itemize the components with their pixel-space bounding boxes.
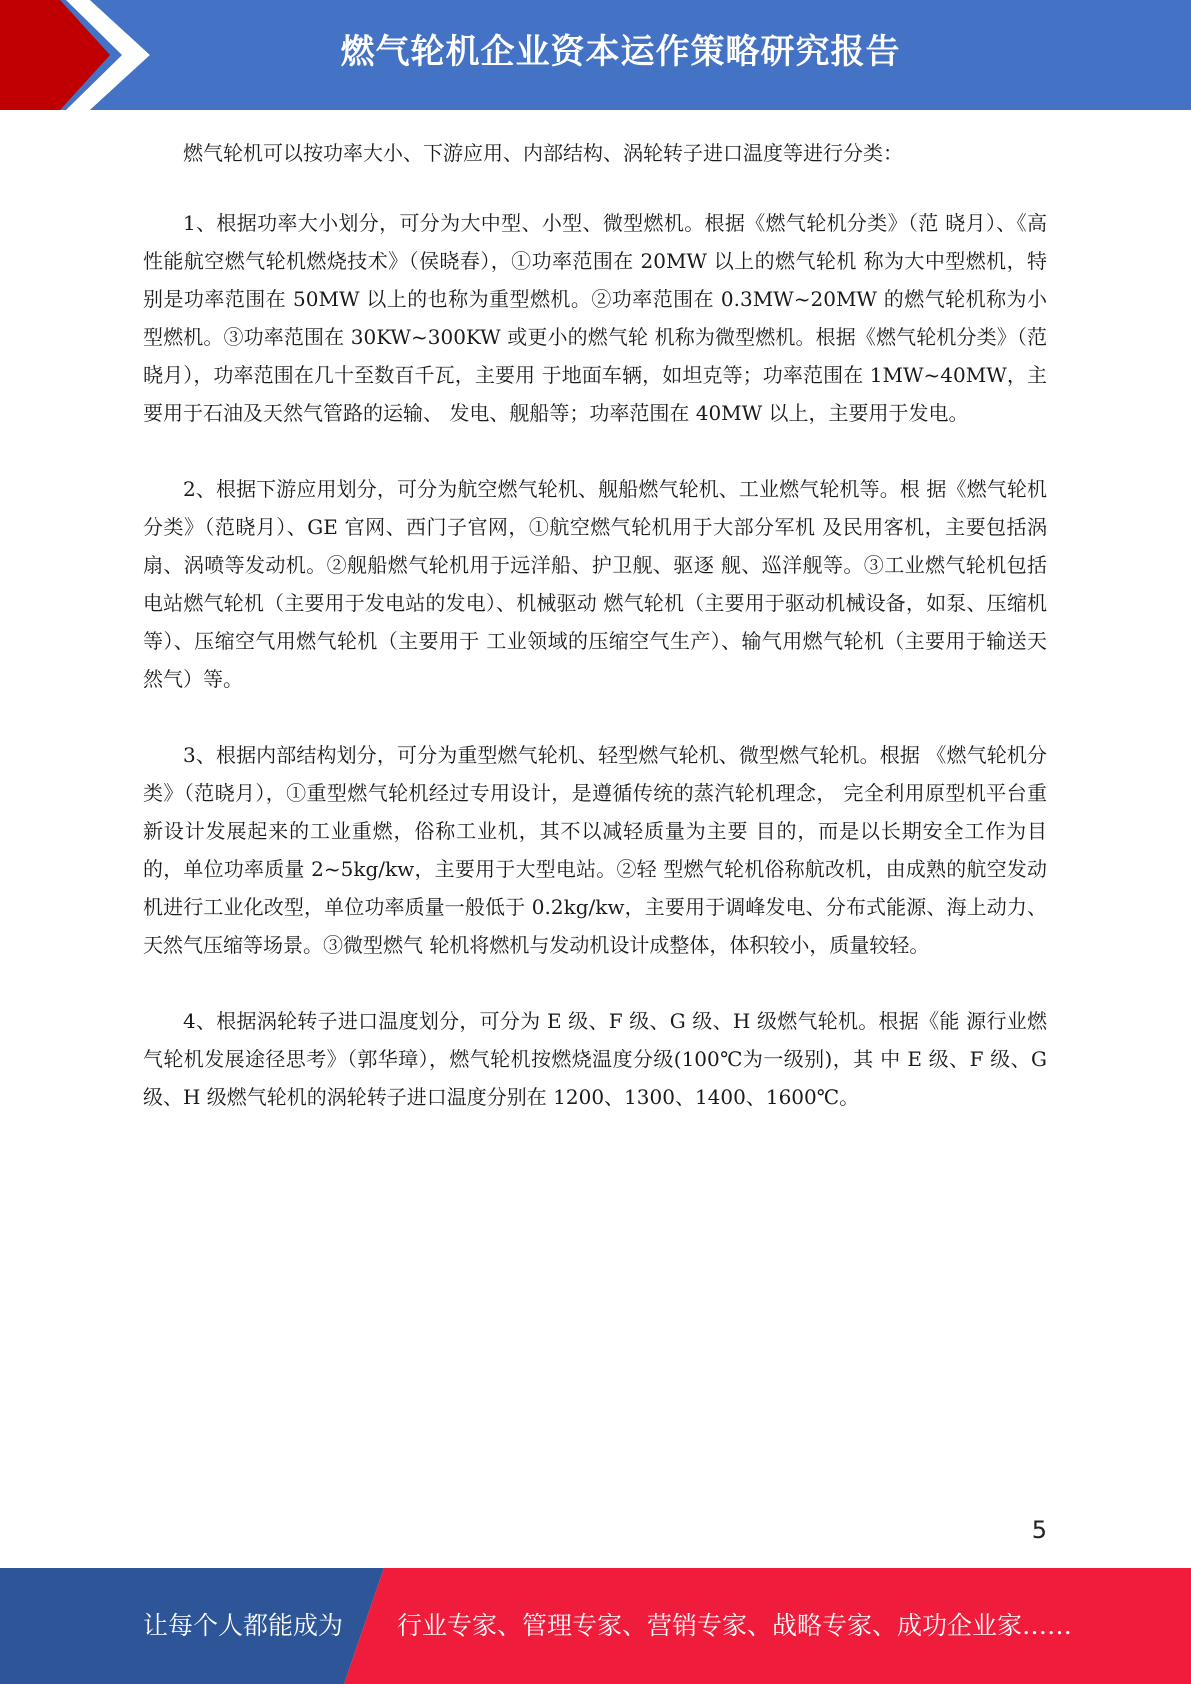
paragraph-temperature-classification: 4、根据涡轮转子进口温度划分，可分为 E 级、F 级、G 级、H 级燃气轮机。根据《能 源行业燃气轮机发展途径思考》（郭华璋），燃气轮机按燃烧温度分级(100℃为一级别)，其 中 E 级、F 级、G 级、H 级燃气轮机的涡轮转子进口温度分别在 1200、1300、1400、1600℃。	[143, 1009, 1047, 1109]
document-body	[143, 134, 1047, 1154]
paragraph-application-classification: 2、根据下游应用划分，可分为航空燃气轮机、舰船燃气轮机、工业燃气轮机等。根 据《燃气轮机分类》（范晓月）、GE 官网、西门子官网，①航空燃气轮机用于大部分军机 及民用客机，主要包括涡扇、涡喷等发动机。②舰船燃气轮机用于远洋船、护卫舰、驱逐 舰、巡洋舰等。③工业燃气轮机包括电站燃气轮机（主要用于发电站的发电）、机械驱动 燃气轮机（主要用于驱动机械设备，如泵、压缩机等）、压缩空气用燃气轮机（主要用于 工业领域的压缩空气生产）、输气用燃气轮机（主要用于输送天然气）等。	[143, 477, 1047, 691]
page-number: 5	[1031, 1516, 1047, 1544]
paragraph-structure-classification: 3、根据内部结构划分，可分为重型燃气轮机、轻型燃气轮机、微型燃气轮机。根据 《燃气轮机分类》（范晓月），①重型燃气轮机经过专用设计，是遵循传统的蒸汽轮机理念， 完全利用原型机平台重新设计发展起来的工业重燃，俗称工业机，其不以减轻质量为主要 目的，而是以长期安全工作为目的，单位功率质量 2~5kg/kw，主要用于大型电站。②轻 型燃气轮机俗称航改机，由成熟的航空发动机进行工业化改型，单位功率质量一般低于 0.2kg/kw，主要用于调峰发电、分布式能源、海上动力、天然气压缩等场景。③微型燃气 轮机将燃机与发动机设计成整体，体积较小，质量较轻。	[143, 743, 1047, 957]
page-header	[0, 0, 1191, 110]
header-chevron-decoration	[0, 0, 160, 110]
footer-slogan-right: 行业专家、管理专家、营销专家、战略专家、成功企业家……	[397, 1611, 1073, 1640]
paragraph-power-classification: 1、根据功率大小划分，可分为大中型、小型、微型燃机。根据《燃气轮机分类》（范 晓月）、《高性能航空燃气轮机燃烧技术》（侯晓春），①功率范围在 20MW 以上的燃气轮机 称为大中型燃机，特别是功率范围在 50MW 以上的也称为重型燃机。②功率范围在 0.3MW~20MW 的燃气轮机称为小型燃机。③功率范围在 30KW~300KW 或更小的燃气轮 机称为微型燃机。根据《燃气轮机分类》（范晓月），功率范围在几十至数百千瓦，主要用 于地面车辆，如坦克等；功率范围在 1MW~40MW，主要用于石油及天然气管路的运输、 发电、舰船等；功率范围在 40MW 以上，主要用于发电。	[143, 211, 1047, 425]
report-title: 燃气轮机企业资本运作策略研究报告	[340, 32, 901, 72]
footer-slogan-left: 让每个人都能成为	[143, 1611, 344, 1640]
page-footer	[0, 1568, 1191, 1684]
intro-paragraph: 燃气轮机可以按功率大小、下游应用、内部结构、涡轮转子进口温度等进行分类：	[183, 141, 903, 165]
